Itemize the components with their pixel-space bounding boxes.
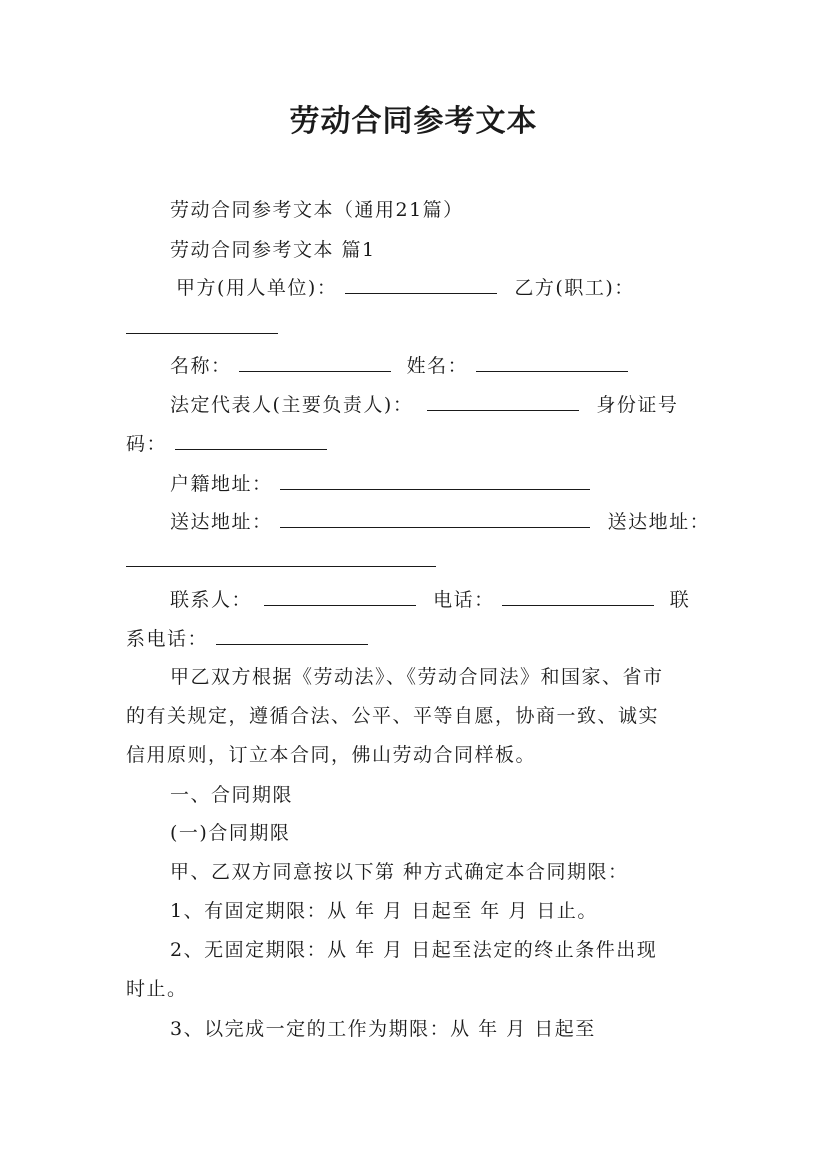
list-item: 1、有固定期限：从 年 月 日起至 年 月 日止。: [170, 900, 598, 922]
contact-phone-label: 系电话：: [126, 628, 209, 650]
name-line: [170, 351, 760, 381]
phone-label: 电话：: [433, 589, 495, 611]
contact-phone-blank: [216, 626, 368, 645]
contact-blank: [264, 587, 416, 606]
contact-phone-label-start: 联: [669, 589, 691, 611]
paragraph-line: 甲、乙双方同意按以下第 种方式确定本合同期限：: [170, 861, 629, 883]
delivery-address-b-label: 送达地址：: [607, 511, 711, 533]
delivery-address-b-blank: [126, 548, 436, 567]
party-line: [176, 273, 766, 303]
document-title: 劳动合同参考文本: [289, 104, 538, 139]
delivery-address-a-blank: [280, 509, 590, 528]
contact-phone-line: [126, 624, 716, 654]
representative-blank: [427, 392, 579, 411]
representative-line: [170, 390, 760, 420]
section-heading: 一、合同期限: [170, 784, 294, 806]
party-b-blank: [126, 315, 278, 334]
delivery-line: [170, 507, 760, 537]
person-name-label: 姓名：: [406, 355, 469, 377]
paragraph-line: 甲乙双方根据《劳动法》、《劳动合同法》和国家、省市: [170, 666, 664, 688]
residence-label: 户籍地址：: [170, 473, 273, 495]
name-blank: [239, 353, 391, 372]
party-b-label: 乙方(职工)：: [514, 277, 635, 299]
paragraph-line: 的有关规定，遵循合法、公平、平等自愿，协商一致、诚实: [126, 705, 660, 727]
name-label: 名称：: [170, 355, 232, 377]
list-item: 2、无固定期限：从 年 月 日起至法定的终止条件出现: [170, 939, 658, 961]
contact-line: [170, 585, 760, 615]
party-a-label: 甲方(用人单位)：: [176, 277, 338, 299]
id-line: [126, 429, 716, 459]
subsection-heading: (一)合同期限: [170, 822, 291, 844]
residence-blank: [280, 471, 590, 490]
paragraph-line: 信用原则，订立本合同，佛山劳动合同样板。: [126, 744, 537, 766]
party-b-line: [126, 313, 716, 343]
list-item: 3、以完成一定的工作为期限：从 年 月 日起至: [170, 1018, 596, 1040]
contact-label: 联系人：: [170, 589, 253, 611]
residence-line: [170, 469, 760, 499]
phone-blank: [502, 587, 654, 606]
person-name-blank: [476, 353, 628, 372]
id-label: 身份证号: [596, 394, 679, 416]
delivery-address-a-label: 送达地址：: [170, 511, 273, 533]
id-label-cont: 码：: [126, 433, 168, 455]
delivery-line-cont: [126, 546, 716, 576]
id-blank: [175, 431, 327, 450]
subtitle-line: 劳动合同参考文本（通用21篇）: [170, 199, 464, 221]
list-item-cont: 时止。: [126, 978, 188, 1000]
section-heading: 劳动合同参考文本 篇1: [170, 239, 376, 261]
representative-label: 法定代表人(主要负责人)：: [170, 394, 414, 416]
party-a-blank: [345, 275, 497, 294]
